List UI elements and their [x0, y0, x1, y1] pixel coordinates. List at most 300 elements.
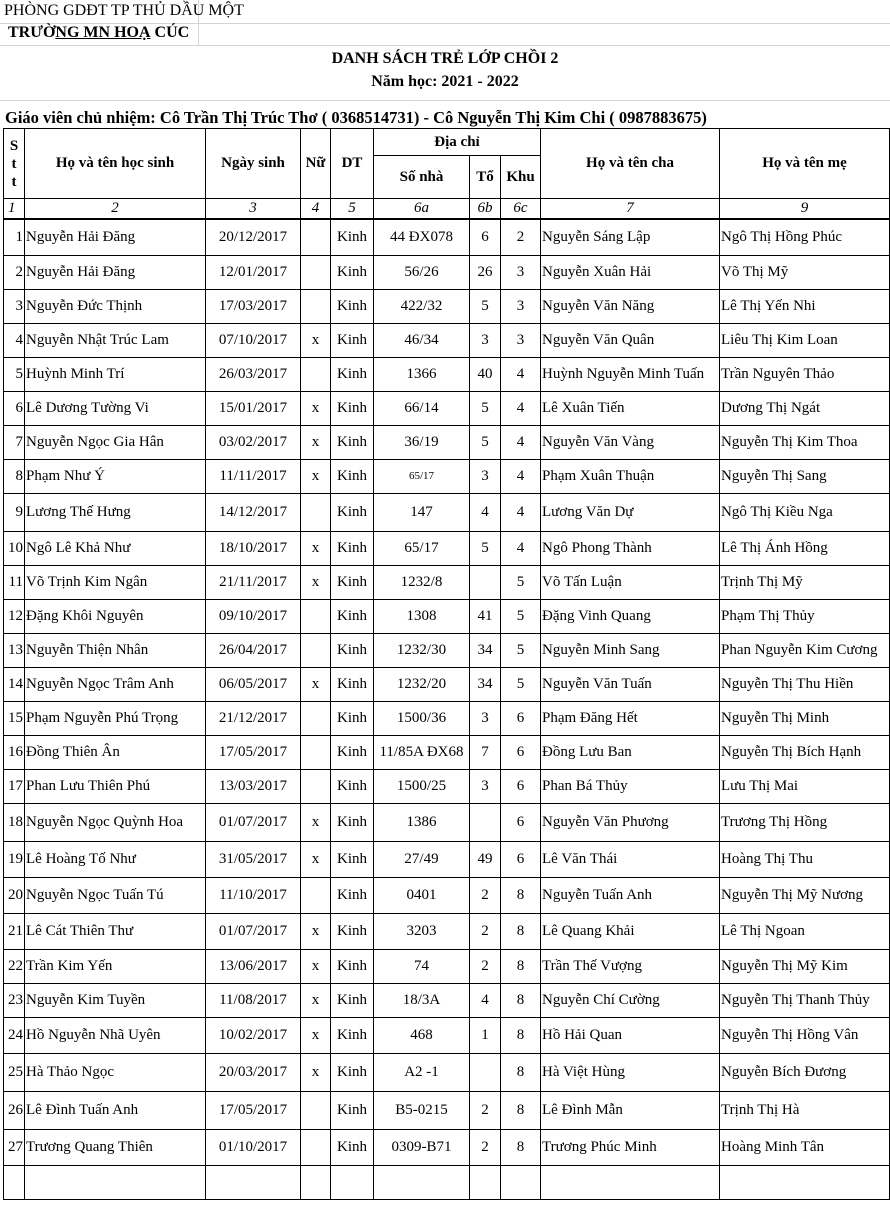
student-name: Lê Đình Tuấn Anh [25, 1091, 206, 1129]
student-female: x [301, 425, 331, 459]
student-name: Phan Lưu Thiên Phú [25, 769, 206, 803]
student-name: Lương Thế Hưng [25, 493, 206, 531]
student-house: B5-0215 [374, 1091, 470, 1129]
student-female [301, 599, 331, 633]
student-group: 2 [470, 1091, 501, 1129]
student-dob: 20/03/2017 [206, 1053, 301, 1091]
table-row [4, 769, 890, 803]
mother-name: Trương Thị Hồng [720, 803, 890, 841]
student-female [301, 877, 331, 913]
student-name: Trương Quang Thiên [25, 1129, 206, 1165]
document-title: DANH SÁCH TRẺ LỚP CHỒI 2 [331, 50, 559, 67]
table-row [4, 667, 890, 701]
student-ethnic: Kinh [331, 1017, 374, 1053]
mother-name: Liêu Thị Kim Loan [720, 323, 890, 357]
table-row [4, 803, 890, 841]
student-dob: 14/12/2017 [206, 493, 301, 531]
student-ethnic: Kinh [331, 391, 374, 425]
mother-name: Hoàng Thị Thu [720, 841, 890, 877]
table-row [4, 599, 890, 633]
father-name: Nguyễn Xuân Hải [541, 255, 720, 289]
student-female [301, 1091, 331, 1129]
student-group: 5 [470, 391, 501, 425]
student-dob: 03/02/2017 [206, 425, 301, 459]
student-house: 44 ĐX078 [374, 219, 470, 255]
student-female [301, 701, 331, 735]
student-female: x [301, 1053, 331, 1091]
table-row [4, 983, 890, 1017]
student-stt: 24 [4, 1017, 25, 1053]
col-header-stt: S t t [4, 129, 25, 199]
gridline [0, 100, 890, 101]
father-name: Nguyễn Văn Vàng [541, 425, 720, 459]
student-stt: 18 [4, 803, 25, 841]
student-zone: 4 [501, 357, 541, 391]
father-name: Phạm Đăng Hết [541, 701, 720, 735]
father-name: Đồng Lưu Ban [541, 735, 720, 769]
col-header-mother: Họ và tên mẹ [720, 129, 890, 199]
student-dob: 26/03/2017 [206, 357, 301, 391]
student-name: Nguyễn Ngọc Trâm Anh [25, 667, 206, 701]
student-dob: 01/07/2017 [206, 913, 301, 949]
student-zone: 8 [501, 983, 541, 1017]
student-stt: 6 [4, 391, 25, 425]
student-stt: 2 [4, 255, 25, 289]
father-name: Lê Quang Khải [541, 913, 720, 949]
mother-name: Nguyễn Thị Thanh Thủy [720, 983, 890, 1017]
table-row [4, 255, 890, 289]
mother-name: Nguyễn Thị Bích Hạnh [720, 735, 890, 769]
student-dob: 17/03/2017 [206, 289, 301, 323]
student-dob: 09/10/2017 [206, 599, 301, 633]
student-house: A2 -1 [374, 1053, 470, 1091]
student-name: Phạm Nguyễn Phú Trọng [25, 701, 206, 735]
student-stt: 10 [4, 531, 25, 565]
col-header-father: Họ và tên cha [541, 129, 720, 199]
student-zone: 6 [501, 803, 541, 841]
student-house: 18/3A [374, 983, 470, 1017]
empty-cell [331, 1165, 374, 1199]
column-number: 6a [374, 199, 470, 220]
student-dob: 11/10/2017 [206, 877, 301, 913]
student-female [301, 255, 331, 289]
student-house: 422/32 [374, 289, 470, 323]
column-number: 5 [331, 199, 374, 220]
father-name: Lê Xuân Tiến [541, 391, 720, 425]
student-dob: 12/01/2017 [206, 255, 301, 289]
empty-cell [25, 1165, 206, 1199]
student-zone: 8 [501, 949, 541, 983]
student-zone: 5 [501, 633, 541, 667]
mother-name: Phan Nguyễn Kim Cương [720, 633, 890, 667]
student-ethnic: Kinh [331, 1129, 374, 1165]
table-row [4, 459, 890, 493]
student-group [470, 803, 501, 841]
mother-name: Lưu Thị Mai [720, 769, 890, 803]
student-group: 3 [470, 323, 501, 357]
student-dob: 10/02/2017 [206, 1017, 301, 1053]
student-female: x [301, 667, 331, 701]
student-zone: 4 [501, 493, 541, 531]
student-zone: 5 [501, 599, 541, 633]
student-ethnic: Kinh [331, 735, 374, 769]
student-name: Nguyễn Hải Đăng [25, 219, 206, 255]
student-zone: 4 [501, 459, 541, 493]
student-name: Lê Cát Thiên Thư [25, 913, 206, 949]
student-ethnic: Kinh [331, 667, 374, 701]
student-house: 74 [374, 949, 470, 983]
student-zone: 6 [501, 769, 541, 803]
table-row [4, 323, 890, 357]
student-zone: 3 [501, 323, 541, 357]
student-house: 468 [374, 1017, 470, 1053]
col-header-name: Họ và tên học sinh [25, 129, 206, 199]
student-stt: 22 [4, 949, 25, 983]
student-ethnic: Kinh [331, 219, 374, 255]
column-number-row [4, 199, 890, 220]
gridline [0, 45, 890, 46]
mother-name: Nguyễn Thị Kim Thoa [720, 425, 890, 459]
student-stt: 3 [4, 289, 25, 323]
student-stt: 9 [4, 493, 25, 531]
student-group: 41 [470, 599, 501, 633]
mother-name: Trịnh Thị Mỹ [720, 565, 890, 599]
table-row [4, 565, 890, 599]
empty-cell [470, 1165, 501, 1199]
student-dob: 01/10/2017 [206, 1129, 301, 1165]
student-stt: 17 [4, 769, 25, 803]
student-group: 40 [470, 357, 501, 391]
student-group: 5 [470, 531, 501, 565]
student-zone: 5 [501, 667, 541, 701]
student-zone: 4 [501, 391, 541, 425]
father-name: Lê Văn Thái [541, 841, 720, 877]
student-zone: 8 [501, 1129, 541, 1165]
student-group: 2 [470, 949, 501, 983]
school-name: TRƯỜNG MN HOẠ CÚC [8, 24, 190, 41]
student-stt: 7 [4, 425, 25, 459]
student-house: 1500/25 [374, 769, 470, 803]
student-ethnic: Kinh [331, 877, 374, 913]
father-name: Nguyễn Văn Phương [541, 803, 720, 841]
student-dob: 11/08/2017 [206, 983, 301, 1017]
student-name: Trần Kim Yến [25, 949, 206, 983]
student-dob: 21/12/2017 [206, 701, 301, 735]
student-stt: 26 [4, 1091, 25, 1129]
school-year: Năm học: 2021 - 2022 [371, 73, 519, 90]
student-ethnic: Kinh [331, 633, 374, 667]
student-stt: 8 [4, 459, 25, 493]
student-group: 6 [470, 219, 501, 255]
table-row [4, 425, 890, 459]
student-house: 3203 [374, 913, 470, 949]
student-group: 4 [470, 983, 501, 1017]
student-ethnic: Kinh [331, 289, 374, 323]
student-name: Nguyễn Đức Thịnh [25, 289, 206, 323]
father-name: Nguyễn Sáng Lập [541, 219, 720, 255]
student-dob: 17/05/2017 [206, 735, 301, 769]
student-group: 26 [470, 255, 501, 289]
student-name: Hà Thảo Ngọc [25, 1053, 206, 1091]
father-name: Hà Việt Hùng [541, 1053, 720, 1091]
table-row [4, 841, 890, 877]
student-zone: 6 [501, 701, 541, 735]
student-ethnic: Kinh [331, 357, 374, 391]
father-name: Nguyễn Văn Tuấn [541, 667, 720, 701]
student-female [301, 633, 331, 667]
student-female: x [301, 459, 331, 493]
empty-cell [4, 1165, 25, 1199]
col-header-dob: Ngày sinh [206, 129, 301, 199]
student-female: x [301, 391, 331, 425]
student-house: 11/85A ĐX68 [374, 735, 470, 769]
column-number: 1 [4, 199, 25, 220]
empty-cell [374, 1165, 470, 1199]
father-name: Nguyễn Tuấn Anh [541, 877, 720, 913]
student-zone: 8 [501, 1091, 541, 1129]
father-name: Phạm Xuân Thuận [541, 459, 720, 493]
student-name: Đặng Khôi Nguyên [25, 599, 206, 633]
student-ethnic: Kinh [331, 1053, 374, 1091]
mother-name: Hoàng Minh Tân [720, 1129, 890, 1165]
student-dob: 18/10/2017 [206, 531, 301, 565]
col-header-house: Số nhà [374, 156, 470, 199]
student-house: 147 [374, 493, 470, 531]
student-name: Lê Dương Tường Vi [25, 391, 206, 425]
student-group: 34 [470, 667, 501, 701]
mother-name: Nguyễn Thị Sang [720, 459, 890, 493]
father-name: Nguyễn Minh Sang [541, 633, 720, 667]
mother-name: Nguyễn Thị Thu Hiền [720, 667, 890, 701]
student-female: x [301, 565, 331, 599]
father-name: Phan Bá Thủy [541, 769, 720, 803]
student-zone: 2 [501, 219, 541, 255]
student-house: 65/17 [374, 531, 470, 565]
student-house: 66/14 [374, 391, 470, 425]
student-ethnic: Kinh [331, 459, 374, 493]
student-dob: 21/11/2017 [206, 565, 301, 599]
student-female [301, 289, 331, 323]
student-house: 1232/30 [374, 633, 470, 667]
student-house: 1500/36 [374, 701, 470, 735]
student-zone: 8 [501, 877, 541, 913]
col-header-ethnic: DT [331, 129, 374, 199]
student-dob: 13/06/2017 [206, 949, 301, 983]
student-name: Hồ Nguyễn Nhã Uyên [25, 1017, 206, 1053]
father-name: Nguyễn Văn Năng [541, 289, 720, 323]
student-house: 36/19 [374, 425, 470, 459]
student-ethnic: Kinh [331, 841, 374, 877]
table-row [4, 877, 890, 913]
mother-name: Lê Thị Yến Nhi [720, 289, 890, 323]
student-group: 3 [470, 769, 501, 803]
father-name: Võ Tấn Luận [541, 565, 720, 599]
student-stt: 12 [4, 599, 25, 633]
student-stt: 13 [4, 633, 25, 667]
student-female [301, 357, 331, 391]
student-house: 1386 [374, 803, 470, 841]
student-group: 3 [470, 459, 501, 493]
student-ethnic: Kinh [331, 599, 374, 633]
student-dob: 07/10/2017 [206, 323, 301, 357]
father-name: Đặng Vinh Quang [541, 599, 720, 633]
mother-name: Ngô Thị Kiều Nga [720, 493, 890, 531]
mother-name: Võ Thị Mỹ [720, 255, 890, 289]
student-zone: 5 [501, 565, 541, 599]
student-ethnic: Kinh [331, 565, 374, 599]
mother-name: Ngô Thị Hồng Phúc [720, 219, 890, 255]
table-row [4, 289, 890, 323]
student-ethnic: Kinh [331, 701, 374, 735]
student-female: x [301, 1017, 331, 1053]
student-name: Đồng Thiên Ân [25, 735, 206, 769]
student-house: 1308 [374, 599, 470, 633]
student-stt: 27 [4, 1129, 25, 1165]
father-name: Lê Đình Mẫn [541, 1091, 720, 1129]
father-name: Trương Phúc Minh [541, 1129, 720, 1165]
father-name: Trần Thế Vượng [541, 949, 720, 983]
student-table [3, 128, 890, 1200]
father-name: Nguyễn Chí Cường [541, 983, 720, 1017]
student-group [470, 565, 501, 599]
student-dob: 11/11/2017 [206, 459, 301, 493]
student-name: Lê Hoàng Tố Như [25, 841, 206, 877]
column-number: 3 [206, 199, 301, 220]
student-name: Nguyễn Thiện Nhân [25, 633, 206, 667]
table-row [4, 701, 890, 735]
student-stt: 16 [4, 735, 25, 769]
student-house: 46/34 [374, 323, 470, 357]
student-house: 1366 [374, 357, 470, 391]
mother-name: Nguyễn Thị Hồng Vân [720, 1017, 890, 1053]
student-ethnic: Kinh [331, 531, 374, 565]
mother-name: Nguyễn Thị Minh [720, 701, 890, 735]
student-stt: 25 [4, 1053, 25, 1091]
student-name: Nguyễn Ngọc Tuấn Tú [25, 877, 206, 913]
student-female: x [301, 949, 331, 983]
student-stt: 14 [4, 667, 25, 701]
father-name: Ngô Phong Thành [541, 531, 720, 565]
father-name: Hồ Hải Quan [541, 1017, 720, 1053]
student-dob: 01/07/2017 [206, 803, 301, 841]
student-dob: 15/01/2017 [206, 391, 301, 425]
homeroom-teachers: Giáo viên chủ nhiệm: Cô Trần Thị Trúc Thơ ( 0368514731) - Cô Nguyễn Thị Kim Chi ( 0987883675) [5, 108, 707, 127]
student-name: Ngô Lê Khả Như [25, 531, 206, 565]
student-group: 34 [470, 633, 501, 667]
student-female: x [301, 323, 331, 357]
column-number: 7 [541, 199, 720, 220]
mother-name: Nguyễn Bích Đương [720, 1053, 890, 1091]
table-row [4, 913, 890, 949]
table-row [4, 357, 890, 391]
student-ethnic: Kinh [331, 323, 374, 357]
student-name: Nguyễn Nhật Trúc Lam [25, 323, 206, 357]
table-row [4, 531, 890, 565]
student-group: 2 [470, 913, 501, 949]
student-stt: 21 [4, 913, 25, 949]
student-group [470, 1053, 501, 1091]
col-header-female: Nữ [301, 129, 331, 199]
student-zone: 4 [501, 531, 541, 565]
student-zone: 4 [501, 425, 541, 459]
student-ethnic: Kinh [331, 1091, 374, 1129]
mother-name: Nguyễn Thị Mỹ Nương [720, 877, 890, 913]
student-dob: 31/05/2017 [206, 841, 301, 877]
department-name: PHÒNG GDĐT TP THỦ DẦU MỘT [4, 2, 244, 19]
student-ethnic: Kinh [331, 425, 374, 459]
father-name: Nguyễn Văn Quân [541, 323, 720, 357]
column-number: 2 [25, 199, 206, 220]
student-ethnic: Kinh [331, 803, 374, 841]
student-ethnic: Kinh [331, 493, 374, 531]
student-ethnic: Kinh [331, 769, 374, 803]
student-group: 7 [470, 735, 501, 769]
empty-cell [541, 1165, 720, 1199]
student-female [301, 219, 331, 255]
student-ethnic: Kinh [331, 913, 374, 949]
student-dob: 20/12/2017 [206, 219, 301, 255]
student-house: 27/49 [374, 841, 470, 877]
empty-cell [301, 1165, 331, 1199]
student-zone: 6 [501, 841, 541, 877]
student-stt: 5 [4, 357, 25, 391]
table-row [4, 633, 890, 667]
student-group: 5 [470, 425, 501, 459]
student-house: 1232/20 [374, 667, 470, 701]
mother-name: Dương Thị Ngát [720, 391, 890, 425]
table-row [4, 735, 890, 769]
student-stt: 23 [4, 983, 25, 1017]
col-header-zone: Khu [501, 156, 541, 199]
table-row [4, 949, 890, 983]
mother-name: Lê Thị Ngoan [720, 913, 890, 949]
student-name: Nguyễn Hải Đăng [25, 255, 206, 289]
column-number: 6c [501, 199, 541, 220]
student-stt: 19 [4, 841, 25, 877]
student-ethnic: Kinh [331, 983, 374, 1017]
student-dob: 17/05/2017 [206, 1091, 301, 1129]
student-group: 1 [470, 1017, 501, 1053]
student-stt: 4 [4, 323, 25, 357]
table-row [4, 391, 890, 425]
table-row [4, 1091, 890, 1129]
student-name: Huỳnh Minh Trí [25, 357, 206, 391]
table-row [4, 1053, 890, 1091]
student-group: 2 [470, 1129, 501, 1165]
student-ethnic: Kinh [331, 255, 374, 289]
student-name: Võ Trịnh Kim Ngân [25, 565, 206, 599]
student-stt: 1 [4, 219, 25, 255]
mother-name: Trịnh Thị Hà [720, 1091, 890, 1129]
col-header-address: Địa chỉ [374, 129, 541, 156]
student-zone: 8 [501, 913, 541, 949]
student-dob: 13/03/2017 [206, 769, 301, 803]
table-row [4, 219, 890, 255]
student-name: Nguyễn Ngọc Quỳnh Hoa [25, 803, 206, 841]
student-house: 0401 [374, 877, 470, 913]
column-number: 4 [301, 199, 331, 220]
student-zone: 3 [501, 289, 541, 323]
student-zone: 3 [501, 255, 541, 289]
table-row [4, 1129, 890, 1165]
student-female: x [301, 803, 331, 841]
student-name: Phạm Như Ý [25, 459, 206, 493]
student-group: 4 [470, 493, 501, 531]
mother-name: Nguyễn Thị Mỹ Kim [720, 949, 890, 983]
student-name: Nguyễn Ngọc Gia Hân [25, 425, 206, 459]
student-house: 65/17 [374, 459, 470, 493]
table-row [4, 493, 890, 531]
